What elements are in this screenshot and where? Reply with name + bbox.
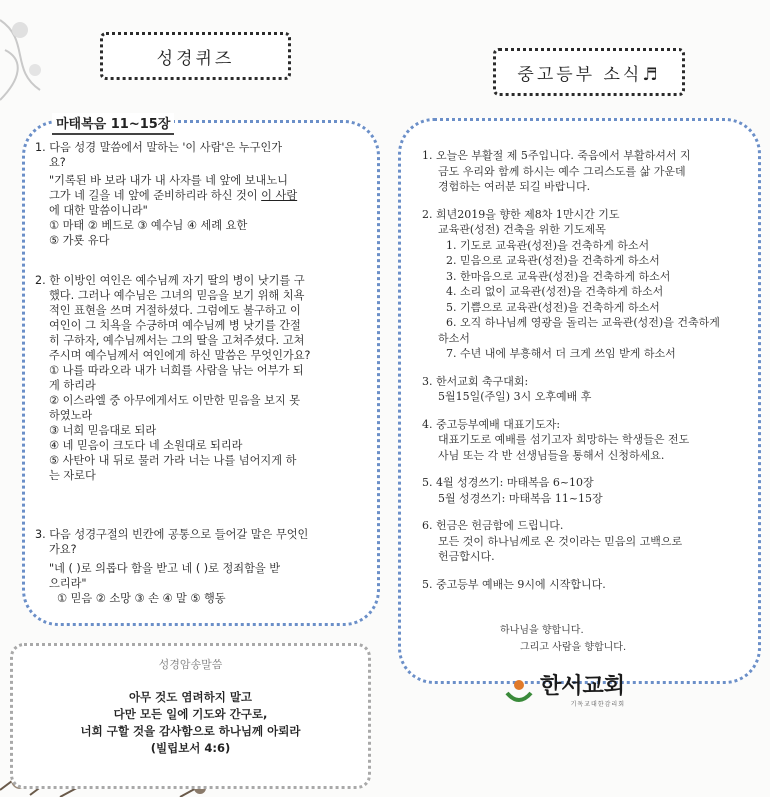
q3-line: 가요?	[49, 543, 77, 556]
news-line: 5월15일(주일) 3시 오후예배 후	[438, 390, 592, 403]
news-line: 금도 우리와 함께 하시는 예수 그리스도를 삶 가운데	[438, 164, 686, 178]
quiz-question-1	[35, 140, 365, 248]
verse-line: 다만 모든 일에 기도와 간구로,	[113, 707, 268, 721]
church-denomination: 기독교대한감리회	[570, 701, 626, 708]
news-item-3	[422, 374, 740, 405]
news-line: 2. 희년2019을 향한 제8차 1만시간 기도	[422, 207, 620, 221]
q2-line: 적인 표현을 쓰며 거절하셨다. 그럼에도 불구하고 이	[49, 304, 301, 317]
q2-line: 여인이 그 치욕을 수긍하며 예수님께 병 낫기를 간절	[49, 319, 301, 332]
news-line: 6. 헌금은 헌금함에 드립니다.	[422, 519, 564, 532]
q1-quote-line: 그가 네 길을 네 앞에 준비하리라 하신 것이	[49, 189, 262, 202]
news-line: 1. 오늘은 부활절 제 5주입니다. 죽음에서 부활하셔서 지	[422, 149, 691, 162]
news-line: 대표기도로 예배를 섬기고자 희망하는 학생들은 전도	[438, 433, 690, 446]
news-line: 사님 또는 각 반 선생님들을 통해서 신청하세요.	[438, 448, 665, 462]
memory-verse-box	[10, 643, 371, 789]
q2-line: 히 구하자, 예수님께서는 그의 딸을 고쳐주셨다. 고쳐	[49, 334, 305, 347]
q2-line: 했다. 그러나 예수님은 그녀의 믿음을 보기 위해 치욕	[49, 289, 305, 302]
news-line: 5. 4월 성경쓰기: 마태복음 6~10장	[422, 476, 594, 489]
q1-quote-line: 에 대한 말씀이니라"	[49, 204, 148, 217]
memory-verse-text	[13, 689, 368, 757]
q2-option: ④ 네 믿음이 크도다 네 소원대로 되리라	[49, 439, 243, 452]
prayer-item: 하소서	[438, 331, 470, 345]
quiz-header	[100, 32, 291, 80]
prayer-item: 4. 소리 없이 교육관(성전)을 건축하게 하소서	[446, 285, 664, 298]
prayer-item: 1. 기도로 교육관(성전)을 건축하게 하소서	[446, 238, 650, 252]
q2-option: ③ 너희 믿음대로 되라	[49, 424, 157, 437]
q2-line: 2. 한 이방인 여인은 예수님께 자기 딸의 병이 낫기를 구	[35, 274, 305, 287]
prayer-item: 5. 기쁨으로 교육관(성전)을 건축하게 하소서	[446, 300, 660, 314]
q1-line: 1. 다음 성경 말씀에서 말하는 '이 사람'은 누구인가	[35, 141, 283, 154]
news-line: 5월 성경쓰기: 마태복음 11~15장	[438, 491, 603, 505]
verse-line: 아무 것도 염려하지 말고	[128, 690, 253, 704]
news-item-5	[422, 475, 740, 506]
news-line: 모든 것이 하나님께로 온 것이라는 믿음의 고백으로	[438, 534, 683, 548]
news-item-2	[422, 207, 740, 362]
church-emblem-icon	[504, 677, 534, 707]
news-line: 5. 중고등부 예배는 9시에 시작합니다.	[422, 577, 606, 591]
floral-decoration-top	[0, 0, 60, 120]
quiz-section-label: 마태복음 11~15장	[52, 113, 174, 135]
prayer-item: 3. 한마음으로 교육관(성전)을 건축하게 하소서	[446, 269, 671, 283]
q1-quote-line: "기록된 바 보라 내가 내 사자를 네 앞에 보내노니	[49, 174, 288, 187]
prayer-item: 7. 수년 내에 부흥해서 더 크게 쓰임 받게 하소서	[446, 347, 676, 360]
news-line: 4. 중고등부예배 대표기도자:	[422, 417, 561, 431]
news-line: 3. 한서교회 축구대회:	[422, 374, 529, 388]
verse-line: 너희 구할 것을 감사함으로 하나님께 아뢰라	[80, 724, 301, 738]
news-item-4	[422, 417, 740, 464]
q3-quote-line: "네 ( )로 의롭다 함을 받고 네 ( )로 정죄함을 받	[49, 562, 281, 575]
q3-quote-line: 으리라"	[49, 577, 87, 590]
q2-option: 하였노라	[49, 409, 93, 422]
q1-option: ① 마태 ② 베드로 ③ 예수님 ④ 세례 요한	[49, 219, 248, 232]
q2-option: ① 나를 따라오라 내가 너희를 사람을 낚는 어부가 되	[49, 364, 304, 377]
church-name: 한서교회	[540, 674, 626, 699]
prayer-item: 6. 오직 하나님께 영광을 돌리는 교육관(성전)을 건축하게	[446, 316, 720, 329]
q1-quote-underline: 이 사람	[261, 189, 298, 202]
news-line: 헌금합시다.	[438, 550, 495, 563]
slogan	[500, 622, 626, 656]
q2-option: 는 자로다	[49, 469, 96, 482]
prayer-item: 2. 믿음으로 교육관(성전)을 건축하게 하소서	[446, 254, 660, 267]
quiz-header-title: 성경퀴즈	[156, 48, 235, 69]
quiz-question-2	[35, 273, 365, 483]
q2-option: ② 이스라엘 중 아무에게서도 이만한 믿음을 보지 못	[49, 394, 301, 407]
verse-reference: (빌립보서 4:6)	[150, 741, 231, 755]
q1-line: 요?	[49, 156, 66, 169]
news-item-7	[422, 577, 740, 593]
q2-line: 주시며 예수님께서 여인에게 하신 말씀은 무엇인가요?	[49, 349, 311, 362]
q2-option: 게 하리라	[49, 379, 96, 392]
news-item-6	[422, 518, 740, 565]
news-header	[493, 48, 685, 96]
church-logo	[504, 675, 625, 708]
news-line: 경험하는 여러분 되길 바랍니다.	[438, 180, 591, 193]
slogan-line-2: 그리고 사람을 향합니다.	[520, 642, 627, 653]
news-header-title: 중고등부 소식♬	[517, 64, 661, 85]
q1-option: ⑤ 가룟 유다	[49, 234, 110, 247]
q3-option: ① 믿음 ② 소망 ③ 손 ④ 말 ⑤ 행동	[57, 592, 226, 605]
news-item-1	[422, 148, 740, 195]
q2-option: ⑤ 사탄아 내 뒤로 물러 가라 너는 나를 넘어지게 하	[49, 454, 297, 467]
news-list	[422, 148, 740, 592]
slogan-line-1: 하나님을 향합니다.	[500, 625, 584, 636]
q3-line: 3. 다음 성경구절의 빈칸에 공통으로 들어갈 말은 무엇인	[35, 528, 309, 541]
quiz-question-3	[35, 527, 365, 606]
news-line: 교육관(성전) 건축을 위한 기도제목	[438, 223, 606, 236]
memory-verse-title: 성경암송말씀	[158, 658, 223, 671]
